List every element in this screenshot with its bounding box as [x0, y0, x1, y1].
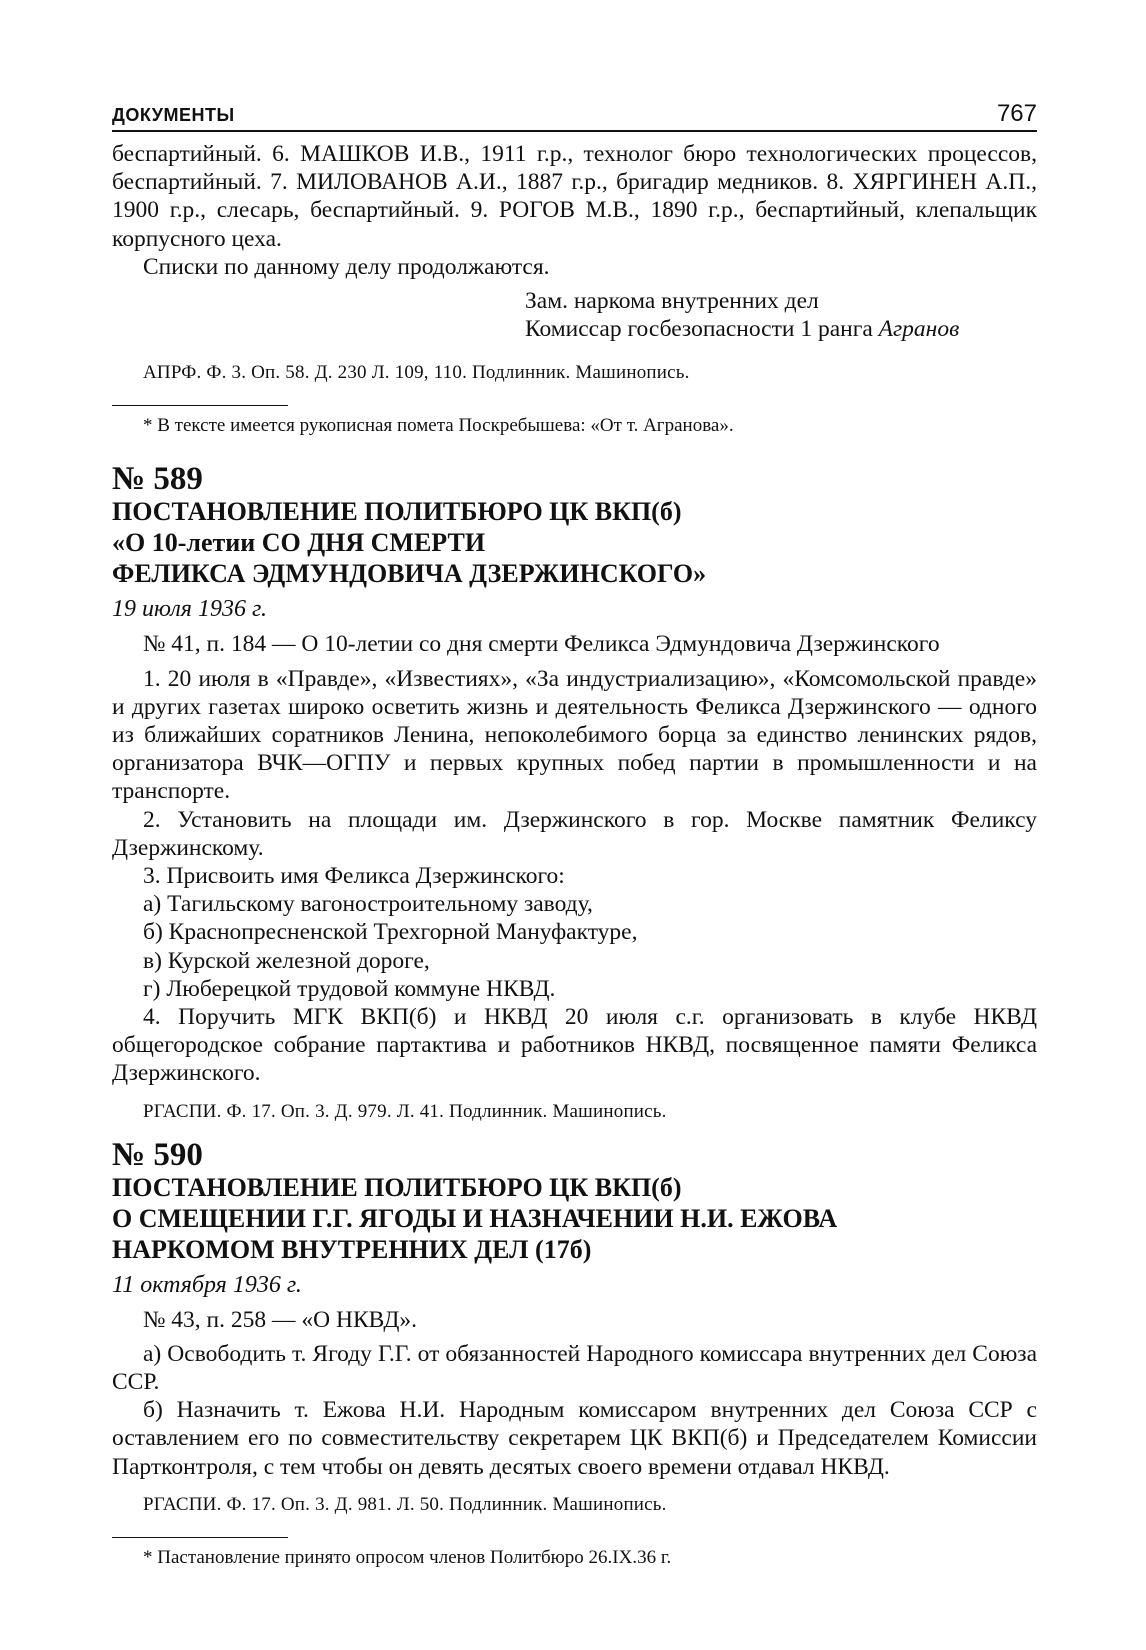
document-date: 19 июля 1936 г. — [112, 596, 267, 623]
archive-reference: РГАСПИ. Ф. 17. Оп. 3. Д. 979. Л. 41. Подлинник. Машинопись. — [143, 1100, 667, 1122]
section-title: ДОКУМЕНТЫ — [112, 105, 235, 125]
protocol-line: № 43, п. 258 — «О НКВД». — [143, 1306, 418, 1333]
resolution-subitem: в) Курской железной дороге, — [143, 947, 430, 974]
resolution-item: б) Назначить т. Ежова Н.И. Народным комиссаром внутренних дел Союза ССР с оставлением его по совместительству секретарем ЦК ВКП(б) и Председателем Комиссии Партконтроля, с тем чтобы он девять десятых своего времени отдавал НКВД. — [112, 1397, 1037, 1480]
resolution-item: 3. Присвоить имя Феликса Дзержинского: — [143, 863, 565, 890]
footnote: * В тексте имеется рукописная помета Поскребышева: «От т. Агранова». — [143, 415, 734, 437]
signature-rank — [525, 315, 1037, 343]
continuation-note: Списки по данному делу продолжаются. — [143, 253, 550, 280]
protocol-line: № 41, п. 184 — О 10-летии со дня смерти Феликса Эдмундовича Дзержинского — [143, 631, 940, 658]
resolution-subitem: б) Краснопресненской Трехгорной Мануфактуре, — [143, 919, 638, 946]
signature-position: Зам. наркома внутренних дел — [525, 288, 819, 315]
footnote-divider — [112, 405, 288, 406]
signature-name: Агранов — [878, 316, 960, 343]
document-title-line: ФЕЛИКСА ЭДМУНДОВИЧА ДЗЕРЖИНСКОГО» — [112, 559, 707, 589]
document-title-line: ПОСТАНОВЛЕНИЕ ПОЛИТБЮРО ЦК ВКП(б) — [112, 497, 682, 527]
page-body — [112, 140, 1037, 1570]
document-title-line: НАРКОМОМ ВНУТРЕННИХ ДЕЛ (17б) — [112, 1234, 592, 1264]
footnote: * Пастановление принято опросом членов Политбюро 26.IX.36 г. — [143, 1546, 672, 1568]
resolution-item: 4. Поручить МГК ВКП(б) и НКВД 20 июля с.г. организовать в клубе НКВД общегородское собрание партактива и работников НКВД, посвященное памяти Феликса Дзержинского. — [112, 1004, 1037, 1087]
footnote-divider — [112, 1537, 288, 1538]
document-title-line: ПОСТАНОВЛЕНИЕ ПОЛИТБЮРО ЦК ВКП(б) — [112, 1172, 682, 1202]
continuation-paragraph: беспартийный. 6. МАШКОВ И.В., 1911 г.р., технолог бюро технологических процессов, беспартийный. 7. МИЛОВАНОВ А.И., 1887 г.р., бригадир медников. 8. ХЯРГИНЕН А.П., 1900 г.р., слесарь, беспартийный. 9. РОГОВ М.В., 1890 г.р., беспартийный, клепальщик корпусного цеха. — [112, 141, 1037, 252]
signature-rank-text: Комиссар госбезопасности 1 ранга — [525, 316, 873, 343]
resolution-subitem: а) Тагильскому вагоностроительному заводу, — [143, 891, 593, 918]
resolution-item: 1. 20 июля в «Правде», «Известиях», «За индустриализацию», «Комсомольской правде» и других газетах широко осветить жизнь и деятельность Феликса Дзержинского — одного из ближайших соратников Ленина, непоколебимого борца за единство ленинских рядов, организатора ВЧК—ОГПУ и первых крупных побед партии в промышленности и на транспорте. — [112, 665, 1037, 805]
document-title-line: О СМЕЩЕНИИ Г.Г. ЯГОДЫ И НАЗНАЧЕНИИ Н.И. ЕЖОВА — [112, 1203, 838, 1233]
document-number: № 590 — [112, 1136, 203, 1173]
document-title-line: «О 10-летии СО ДНЯ СМЕРТИ — [112, 528, 486, 558]
document-number: № 589 — [112, 461, 203, 498]
resolution-item: 2. Установить на площади им. Дзержинского в гор. Москве памятник Феликсу Дзержинскому. — [112, 806, 1037, 861]
running-header — [112, 96, 1037, 132]
resolution-item: а) Освободить т. Ягоду Г.Г. от обязанностей Народного комиссара внутренних дел Союза ССР. — [112, 1340, 1037, 1396]
archive-reference: АПРФ. Ф. 3. Оп. 58. Д. 230 Л. 109, 110. Подлинник. Машинопись. — [143, 362, 690, 384]
archive-reference: РГАСПИ. Ф. 17. Оп. 3. Д. 981. Л. 50. Подлинник. Машинопись. — [143, 1493, 667, 1515]
document-date: 11 октября 1936 г. — [112, 1271, 302, 1298]
resolution-subitem: г) Люберецкой трудовой коммуне НКВД. — [143, 975, 556, 1002]
page-number: 767 — [996, 100, 1037, 127]
